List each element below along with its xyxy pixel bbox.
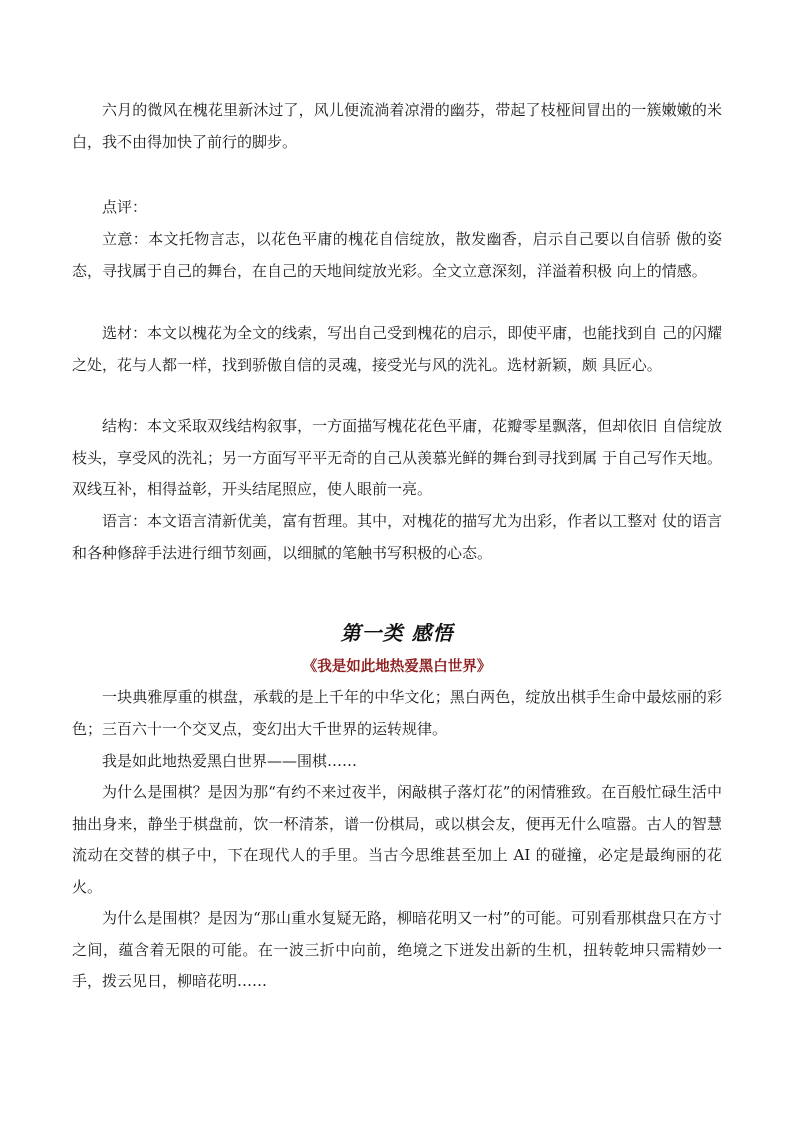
essay-paragraph-1: 一块典雅厚重的棋盘，承载的是上千年的中华文化；黑白两色，绽放出棋手生命中最炫丽的彩色；三百六十一个交叉点，变幻出大千世界的运转规律。 [72,688,722,738]
essay-paragraph-2: 我是如此地热爱黑白世界——围棋…… [102,752,358,770]
intro-paragraph: 六月的微风在槐花里新沐过了，风儿便流淌着凉滑的幽芬，带起了枝桠间冒出的一簇嫩嫩的米白，我不由得加快了前行的脚步。 [72,101,722,151]
comment-theme: 立意：本文托物言志，以花色平庸的槐花自信绽放，散发幽香，启示自己要以自信骄 傲的姿态，寻找属于自己的舞台，在自己的天地间绽放光彩。全文立意深刻，洋溢着积极 向上的情感。 [72,230,722,280]
essay-paragraph-4: 为什么是围棋？是因为“那山重水复疑无路，柳暗花明又一村”的可能。可别看那棋盘只在方寸之间，蕴含着无限的可能。在一波三折中向前，绝境之下迸发出新的生机，扭转乾坤只需精妙一手，拨云见日，柳暗花明…… [72,909,722,990]
comment-label: 点评： [102,198,148,216]
comment-material: 选材：本文以槐花为全文的线索，写出自己受到槐花的启示，即使平庸，也能找到自 己的闪耀之处，花与人都一样，找到骄傲自信的灵魂，接受光与风的洗礼。选材新颖，颇 具匠心。 [72,324,722,374]
essay-paragraph-3: 为什么是围棋？是因为那“有约不来过夜半，闲敲棋子落灯花”的闲情雅致。在百般忙碌生活中抽出身来，静坐于棋盘前，饮一杯清茶，谱一份棋局，或以棋会友，便再无什么喧嚣。古人的智慧流动在交替的棋子中，下在现代人的手里。当古今思维甚至加上 AI 的碰撞，必定是最绚丽的花火。 [72,783,722,896]
comment-structure: 结构：本文采取双线结构叙事，一方面描写槐花花色平庸，花瓣零星飘落，但却依旧 自信绽放枝头，享受风的洗礼；另一方面写平平无奇的自己从羡慕光鲜的舞台到寻找到属 于自己写作天地。双线互补，相得益彰，开头结尾照应，使人眼前一亮。 [72,417,722,498]
section-heading: 第一类 感悟 [340,621,454,645]
comment-language: 语言：本文语言清新优美，富有哲理。其中，对槐花的描写尤为出彩，作者以工整对 仗的语言和各种修辞手法进行细节刻画，以细腻的笔触书写积极的心态。 [72,512,722,562]
essay-title: 《我是如此地热爱黑白世界》 [302,658,492,675]
